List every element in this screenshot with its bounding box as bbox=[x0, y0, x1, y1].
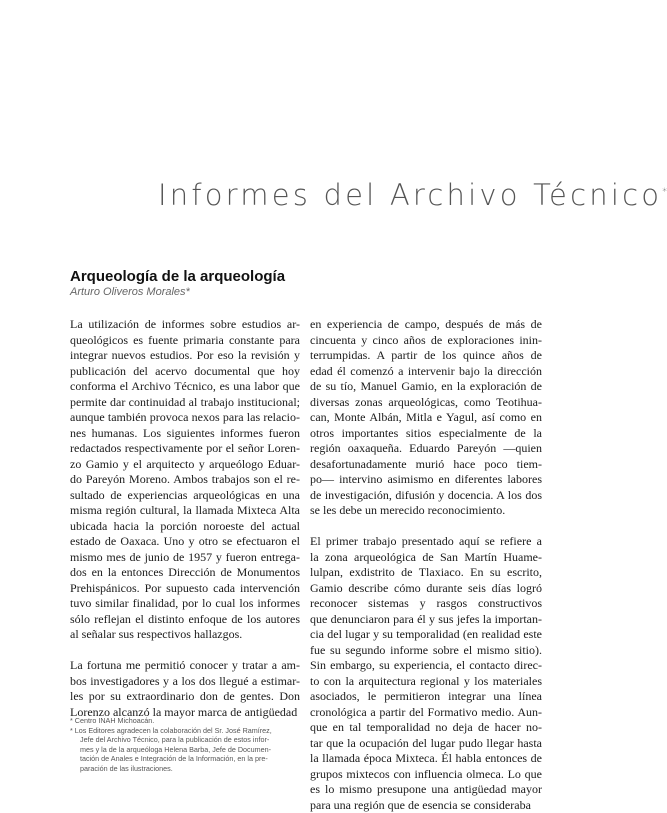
left-column-line: dos en la entonces Dirección de Monumentos bbox=[70, 565, 300, 581]
left-column-line: aunque también provoca nexos para las relacio- bbox=[70, 410, 300, 426]
left-column-line: queológicos es fuente primaria constante para bbox=[70, 333, 300, 349]
left-column-line: les por su extraordinario don de gentes. Don bbox=[70, 689, 300, 705]
right-column-line: la llamada época Mixteca. Él habla entonces de bbox=[310, 751, 542, 767]
left-column-line: do Pareyón Moreno. Ambos trabajos son el re- bbox=[70, 472, 300, 488]
right-column-line: en experiencia de campo, después de más de bbox=[310, 317, 542, 333]
paragraph-gap bbox=[70, 643, 300, 659]
left-column-line: zo Gamio y el arquitecto y arqueólogo Eduar- bbox=[70, 457, 300, 473]
section-title bbox=[158, 178, 538, 212]
right-column-line: cia del lugar y su temporalidad (en realidad este bbox=[310, 627, 542, 643]
right-column-line: to con la arquitectura regional y los materiales bbox=[310, 674, 542, 690]
left-column-line: mismo mes de junio de 1957 y fueron entrega- bbox=[70, 550, 300, 566]
right-text-column bbox=[310, 317, 542, 813]
section-title-text: Informes del Archivo Técnico bbox=[158, 178, 662, 212]
right-column-line: Sin embargo, su experiencia, el contacto direc- bbox=[310, 658, 542, 674]
left-column-line: La fortuna me permitió conocer y tratar a am- bbox=[70, 658, 300, 674]
right-column-line: que denunciaron para él y sus jefes la importan- bbox=[310, 612, 542, 628]
right-column-line: otros importantes sitios especialmente de la bbox=[310, 426, 542, 442]
right-column-line: para una región que de esencia se consideraba bbox=[310, 798, 542, 813]
right-column-line: de su tío, Manuel Gamio, en la exploración de bbox=[310, 379, 542, 395]
right-column-line: que en tal temporalidad no deja de hacer no- bbox=[310, 720, 542, 736]
left-column-line: sultado de experiencias arqueológicas en una bbox=[70, 488, 300, 504]
left-column-line: sólo reflejan el distinto enfoque de los autores bbox=[70, 612, 300, 628]
right-column-line: cronológica a partir del Formativo medio. Aun- bbox=[310, 705, 542, 721]
right-column-line: El primer trabajo presentado aquí se refiere a bbox=[310, 534, 542, 550]
right-column-line: edad él comenzó a intervenir bajo la dirección bbox=[310, 364, 542, 380]
left-text-column bbox=[70, 317, 300, 720]
right-column-line: la zona arqueológica de San Martín Huame- bbox=[310, 550, 542, 566]
right-column-line: asociados, le permitieron integrar una línea bbox=[310, 689, 542, 705]
left-column-line: tuvo similar finalidad, por lo cual los informes bbox=[70, 596, 300, 612]
footnote-line: * Centro INAH Michoacán. bbox=[70, 716, 298, 726]
right-column-line: Gamio describe cómo durante seis días logró bbox=[310, 581, 542, 597]
right-column-line: diversas zonas arqueológicas, como Teotihua- bbox=[310, 395, 542, 411]
right-column-line: grupos mixtecos con influencia olmeca. Lo que bbox=[310, 767, 542, 783]
left-column-line: redactados respectivamente por el señor Loren- bbox=[70, 441, 300, 457]
article-title: Arqueología de la arqueología bbox=[70, 268, 285, 285]
footnote-line: mes y la de la arqueóloga Helena Barba, Jefe de Documen- bbox=[70, 745, 298, 755]
article-author: Arturo Oliveros Morales* bbox=[70, 286, 190, 298]
footnotes bbox=[70, 716, 298, 774]
footnote-line: * Los Editores agradecen la colaboración del Sr. José Ramírez, bbox=[70, 726, 298, 736]
right-column-line: lulpan, exdistrito de Tlaxiaco. En su escrito, bbox=[310, 565, 542, 581]
left-column-line: Lorenzo alcanzó la mayor marca de antigüedad bbox=[70, 705, 300, 721]
right-column-line: de investigación, difusión y docencia. A los dos bbox=[310, 488, 542, 504]
left-column-line: publicación del acervo documental que hoy bbox=[70, 364, 300, 380]
left-column-line: La utilización de informes sobre estudios ar- bbox=[70, 317, 300, 333]
left-column-line: permite dar continuidad al trabajo institucional; bbox=[70, 395, 300, 411]
left-column-line: al señalar sus respectivos hallazgos. bbox=[70, 627, 300, 643]
left-column-line: misma región cultural, la llamada Mixteca Alta bbox=[70, 503, 300, 519]
left-column-line: estado de Oaxaca. Uno y otro se efectuaron el bbox=[70, 534, 300, 550]
right-column-line: es lo mismo presupone una antigüedad mayor bbox=[310, 782, 542, 798]
left-column-line: ubicada hacia la porción noroeste del actual bbox=[70, 519, 300, 535]
left-column-line: conforma el Archivo Técnico, es una labor que bbox=[70, 379, 300, 395]
footnote-line: Jefe del Archivo Técnico, para la publicación de estos infor- bbox=[70, 735, 298, 745]
left-column-line: nes humanas. Los siguientes informes fueron bbox=[70, 426, 300, 442]
right-column-line: se les debe un merecido reconocimiento. bbox=[310, 503, 542, 519]
left-column-line: bos investigadores y a los dos llegué a estimar- bbox=[70, 674, 300, 690]
right-column-line: cincuenta y cinco años de exploraciones inin- bbox=[310, 333, 542, 349]
right-column-line: terrumpidas. A partir de los quince años de bbox=[310, 348, 542, 364]
right-column-line: reconocer sistemas y rasgos constructivos bbox=[310, 596, 542, 612]
section-title-footnote-mark: * bbox=[662, 186, 667, 197]
footnote-line: tación de Anales e Integración de la Información, en la pre- bbox=[70, 754, 298, 764]
left-column-line: integrar nuevos estudios. Por eso la revisión y bbox=[70, 348, 300, 364]
left-column-line: Prehispánicos. Por supuesto cada intervención bbox=[70, 581, 300, 597]
right-column-line: can, Monte Albán, Mitla e Yagul, así como en bbox=[310, 410, 542, 426]
right-column-line: tar que la ocupación del lugar pudo llegar hasta bbox=[310, 736, 542, 752]
right-column-line: desafortunadamente murió hace poco tiem- bbox=[310, 457, 542, 473]
right-column-line: fue su segundo informe sobre el mismo sitio). bbox=[310, 643, 542, 659]
paragraph-gap bbox=[310, 519, 542, 535]
right-column-line: región oaxaqueña. Eduardo Pareyón —quien bbox=[310, 441, 542, 457]
footnote-line: paración de las ilustraciones. bbox=[70, 764, 298, 774]
right-column-line: po— intervino asimismo en diferentes labores bbox=[310, 472, 542, 488]
